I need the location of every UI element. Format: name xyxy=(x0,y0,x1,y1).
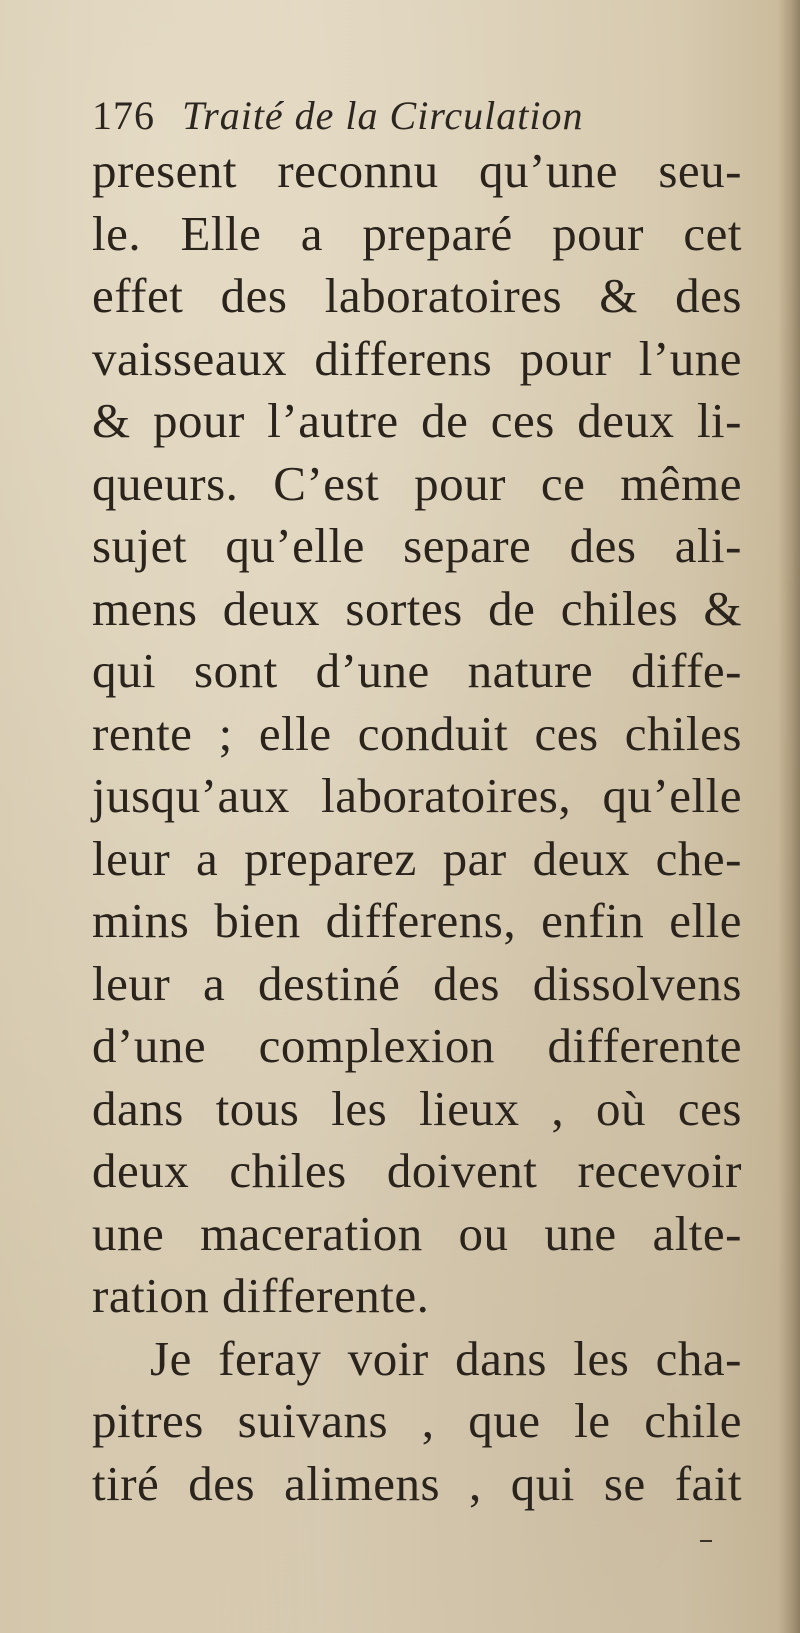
text-line: jusqu’aux laboratoires, qu’elle xyxy=(92,768,742,823)
text-line: pitres suivans , que le chile xyxy=(92,1393,742,1448)
text-line: vaisseaux differens pour l’une xyxy=(92,330,742,386)
text-line: & pour l’autre de ces deux li- xyxy=(92,393,742,448)
body-text xyxy=(92,140,742,1515)
text-line: mins bien differens, enfin elle xyxy=(92,893,742,948)
paragraph-first-line: Je feray voir dans les cha- xyxy=(150,1330,742,1386)
text-line: tiré des alimens , qui se fait xyxy=(92,1455,742,1511)
text-line: le. Elle a preparé pour cet xyxy=(92,205,742,261)
text-line: queurs. C’est pour ce même xyxy=(92,455,742,511)
page-header xyxy=(92,92,584,139)
page-number: 176 xyxy=(92,93,155,138)
text-line: mens deux sortes de chiles & xyxy=(92,580,742,636)
text-line: sujet qu’elle separe des ali- xyxy=(92,518,742,573)
text-line: leur a preparez par deux che- xyxy=(92,830,742,886)
text-line: une maceration ou une alte- xyxy=(92,1205,742,1261)
text-line: effet des laboratoires & des xyxy=(92,268,742,323)
running-head: Traité de la Circulation xyxy=(182,93,584,138)
text-line: ration differente. xyxy=(92,1268,430,1323)
text-line: leur a destiné des dissolvens xyxy=(92,955,742,1011)
text-line: dans tous les lieux , où ces xyxy=(92,1080,742,1136)
text-line: present reconnu qu’une seu- xyxy=(92,143,742,198)
page-edge-shadow xyxy=(778,0,800,1633)
text-line: rente ; elle conduit ces chiles xyxy=(92,705,742,761)
ink-mark xyxy=(700,1540,712,1542)
text-line: qui sont d’une nature diffe- xyxy=(92,643,742,698)
text-line: d’une complexion differente xyxy=(92,1018,742,1073)
text-line: deux chiles doivent recevoir xyxy=(92,1143,742,1198)
